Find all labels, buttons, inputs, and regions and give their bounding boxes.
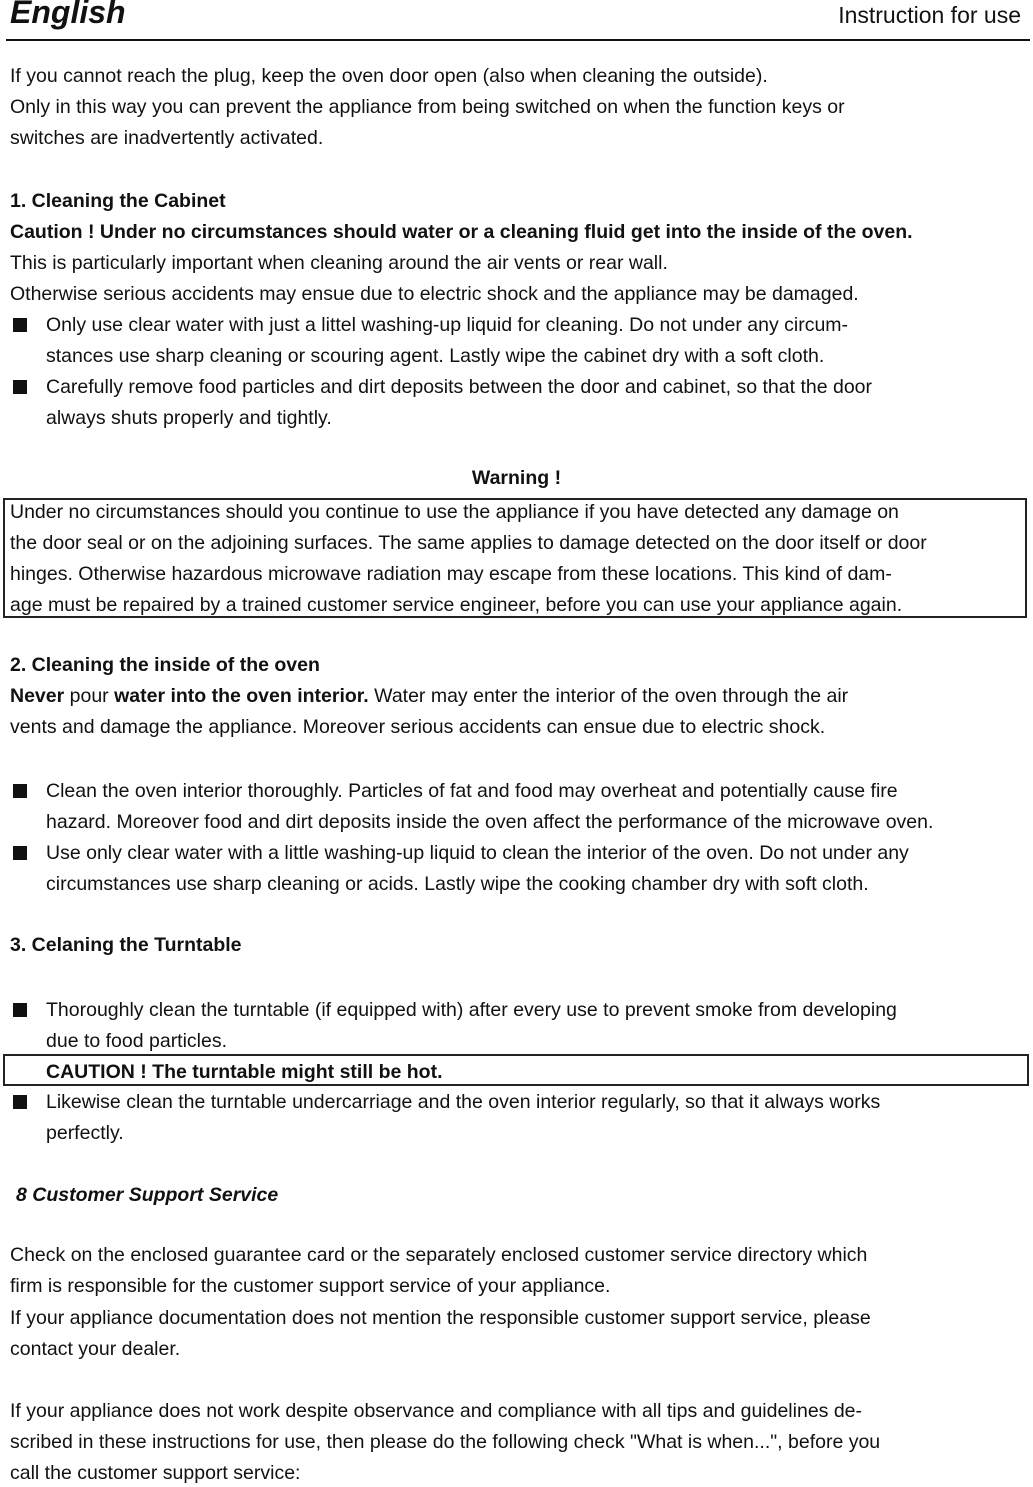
body-line: If your appliance does not work despite observance and compliance with all tips and guidelines de-: [10, 1400, 863, 1422]
bullet-line: Likewise clean the turntable undercarriage and the oven interior regularly, so that it always works: [46, 1091, 881, 1113]
header-divider: [6, 39, 1030, 41]
bullet-line: hazard. Moreover food and dirt deposits inside the oven affect the performance of the microwave oven.: [46, 811, 934, 833]
bullet-line: always shuts properly and tightly.: [46, 407, 332, 429]
bullet-line: perfectly.: [46, 1122, 124, 1144]
warning-line: the door seal or on the adjoining surfaces. The same applies to damage detected on the door itself or door: [10, 532, 927, 554]
bullet-square-icon: [13, 1095, 27, 1109]
bullet-line: Use only clear water with a little washing-up liquid to clean the interior of the oven. Do not under any: [46, 842, 909, 864]
bullet-line: stances use sharp cleaning or scouring agent. Lastly wipe the cabinet dry with a soft cloth.: [46, 345, 825, 367]
body-line-never: [10, 682, 848, 710]
body-line: firm is responsible for the customer support service of your appliance.: [10, 1275, 611, 1297]
intro-line: If you cannot reach the plug, keep the oven door open (also when cleaning the outside).: [10, 65, 768, 87]
body-line: contact your dealer.: [10, 1338, 181, 1360]
pour-text: pour: [64, 685, 115, 707]
bullet-line: due to food particles.: [46, 1030, 228, 1052]
body-line: vents and damage the appliance. Moreover serious accidents can ensue due to electric shock.: [10, 716, 826, 738]
intro-line: switches are inadvertently activated.: [10, 127, 324, 149]
warning-line: age must be repaired by a trained customer service engineer, before you can use your appliance again.: [10, 594, 903, 616]
body-rest-text: Water may enter the interior of the oven through the air: [368, 685, 849, 707]
body-line: If your appliance documentation does not mention the responsible customer support service, please: [10, 1307, 871, 1329]
language-label: English: [10, 0, 126, 30]
intro-line: Only in this way you can prevent the appliance from being switched on when the function keys or: [10, 96, 845, 118]
warning-line: hinges. Otherwise hazardous microwave radiation may escape from these locations. This kind of dam-: [10, 563, 892, 585]
body-line: This is particularly important when cleaning around the air vents or rear wall.: [10, 252, 668, 274]
bullet-line: circumstances use sharp cleaning or acids. Lastly wipe the cooking chamber dry with soft cloth.: [46, 873, 869, 895]
never-text: Never: [10, 685, 65, 707]
section-title-turntable: 3. Celaning the Turntable: [10, 934, 242, 956]
bullet-square-icon: [13, 318, 27, 332]
body-line: call the customer support service:: [10, 1462, 301, 1484]
bullet-line: Carefully remove food particles and dirt deposits between the door and cabinet, so that the door: [46, 376, 872, 398]
bullet-square-icon: [13, 380, 27, 394]
section-title-cabinet: 1. Cleaning the Cabinet: [10, 190, 226, 212]
body-line: Check on the enclosed guarantee card or the separately enclosed customer service directory which: [10, 1244, 868, 1266]
turntable-caution-text: CAUTION ! The turntable might still be hot.: [46, 1061, 443, 1083]
bullet-square-icon: [13, 846, 27, 860]
bullet-line: Clean the oven interior thoroughly. Particles of fat and food may overheat and potentially cause fire: [46, 780, 898, 802]
section-title-inside: 2. Cleaning the inside of the oven: [10, 654, 320, 676]
bullet-square-icon: [13, 1003, 27, 1017]
body-line: Otherwise serious accidents may ensue due to electric shock and the appliance may be damaged.: [10, 283, 859, 305]
body-line: scribed in these instructions for use, then please do the following check "What is when...", before you: [10, 1431, 881, 1453]
bullet-line: Thoroughly clean the turntable (if equipped with) after every use to prevent smoke from developing: [46, 999, 897, 1021]
warning-title: Warning !: [471, 467, 562, 489]
bullet-line: Only use clear water with just a littel washing-up liquid for cleaning. Do not under any circum-: [46, 314, 849, 336]
caution-text: Caution ! Under no circumstances should water or a cleaning fluid get into the inside of the oven.: [10, 221, 913, 243]
warning-line: Under no circumstances should you continue to use the appliance if you have detected any damage on: [10, 501, 899, 523]
section-title-support: 8 Customer Support Service: [16, 1184, 279, 1206]
interior-warning-text: water into the oven interior.: [114, 685, 369, 707]
document-type-label: Instruction for use: [838, 2, 1021, 28]
bullet-square-icon: [13, 784, 27, 798]
